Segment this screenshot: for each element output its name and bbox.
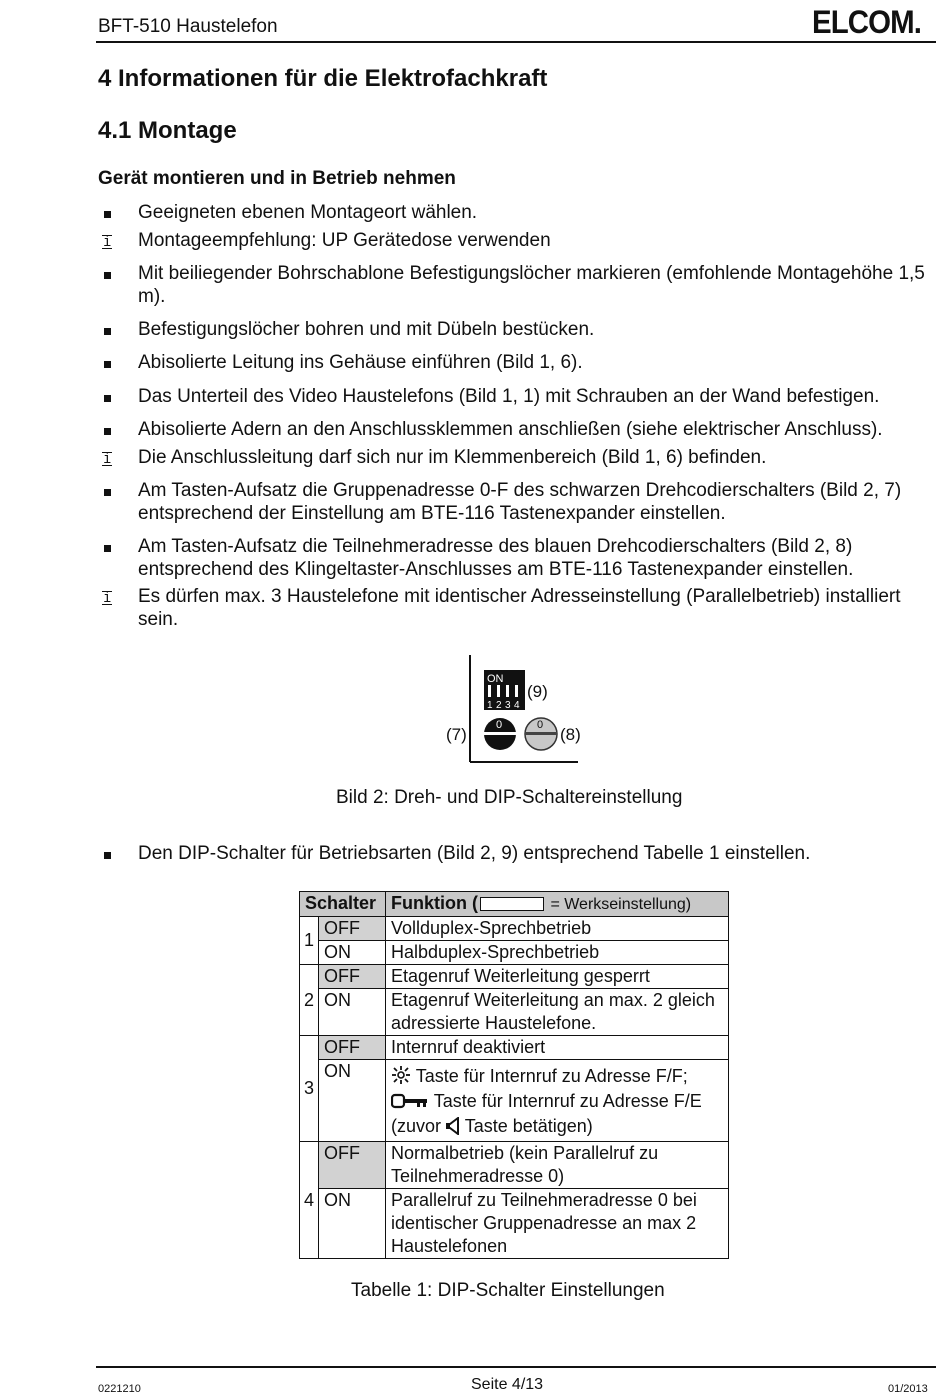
bullet-icon [102,385,122,408]
switch-number: 4 [300,1142,319,1259]
footer-divider [96,1366,936,1368]
bullet-icon [102,535,122,558]
bullet-icon [102,318,122,341]
doc-date: 01/2013 [888,1383,928,1395]
speaker-icon [446,1117,460,1135]
figure-caption: Bild 2: Dreh- und DIP-Schaltereinstellung [336,787,683,808]
function-cell: Vollduplex-Sprechbetrieb [386,917,729,941]
dip-on-label: ON [487,673,504,685]
function-cell [386,1060,729,1142]
function-line: Taste für Internruf zu Adresse F/E [391,1089,723,1114]
table-header-row [300,892,729,917]
figure-label-7: (7) [446,725,467,744]
function-line: (zuvor Taste betätigen) [391,1116,593,1136]
light-icon [391,1066,411,1084]
blue-rotary-switch [525,718,557,750]
state-cell: ON [319,989,386,1036]
doc-number: 0221210 [98,1383,141,1395]
function-line: Taste für Internruf zu Adresse F/F; [391,1064,723,1089]
table-row [300,1036,729,1060]
dial-zero: 0 [537,719,544,731]
switch-number: 1 [300,917,319,965]
function-cell: Halbduplex-Sprechbetrieb [386,941,729,965]
bullet-icon [102,351,122,374]
dip-switch [484,670,525,711]
switch-diagram [440,652,585,767]
bullet-icon [102,262,122,285]
subsection-heading: Gerät montieren und in Betrieb nehmen [98,168,456,189]
dip-settings-table [299,891,729,1259]
bullet-icon [102,842,122,865]
state-cell: OFF [319,917,386,941]
dip-number: 3 [505,700,511,711]
bullet-icon [102,479,122,502]
bullet-icon [102,201,122,224]
info-icon: i [103,451,112,467]
table-row [300,989,729,1036]
state-cell: OFF [319,1036,386,1060]
black-rotary-switch [484,718,516,750]
state-cell: OFF [319,965,386,989]
function-cell: Etagenruf Weiterleitung gesperrt [386,965,729,989]
table-row [300,1060,729,1142]
dip-number: 1 [487,700,493,711]
col-header-schalter: Schalter [300,892,386,917]
state-cell: ON [319,1189,386,1259]
table-row [300,917,729,941]
col-header-funktion: Funktion ( = Werkseinstellung) [386,892,729,917]
table-row [300,1189,729,1259]
figure-label-9: (9) [527,682,548,701]
switch-number: 3 [300,1036,319,1142]
key-icon [391,1093,429,1109]
header-divider [96,41,936,43]
chapter-heading: 4 Informationen für die Elektrofachkraft [98,65,548,92]
dial-zero: 0 [496,719,503,731]
state-cell: ON [319,1060,386,1142]
elcom-logo: ELCOM. [812,4,921,40]
table-row [300,1142,729,1189]
info-icon: i [103,234,112,250]
figure-label-8: (8) [560,725,581,744]
function-cell: Internruf deaktiviert [386,1036,729,1060]
document-title: BFT-510 Haustelefon [98,16,278,37]
info-icon: i [103,590,112,606]
dip-number: 4 [514,700,520,711]
function-cell: Parallelruf zu Teilnehmeradresse 0 bei identischer Gruppenadresse an max 2 Haustelefonen [386,1189,729,1259]
factory-default-swatch [480,897,544,911]
bullet-icon [102,418,122,441]
dip-number: 2 [496,700,502,711]
state-cell: ON [319,941,386,965]
state-cell: OFF [319,1142,386,1189]
switch-number: 2 [300,965,319,1036]
function-cell: Normalbetrieb (kein Parallelruf zu Teilnehmeradresse 0) [386,1142,729,1189]
page-number: Seite 4/13 [471,1376,544,1393]
table-row [300,941,729,965]
function-cell: Etagenruf Weiterleitung an max. 2 gleich adressierte Haustelefone. [386,989,729,1036]
table-caption: Tabelle 1: DIP-Schalter Einstellungen [351,1280,665,1301]
section-heading: 4.1 Montage [98,117,237,144]
table-row [300,965,729,989]
